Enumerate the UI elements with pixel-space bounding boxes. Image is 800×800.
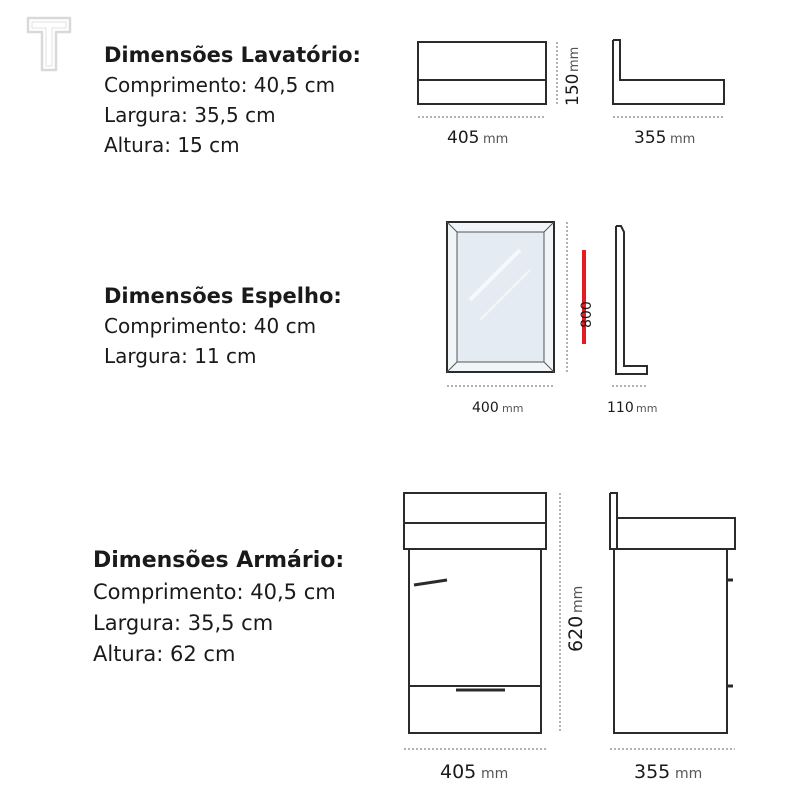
spec-line: Comprimento: 40 cm (104, 314, 317, 338)
spec-title: Dimensões Espelho: (104, 284, 342, 308)
lavatorio-height-value: 150 (563, 73, 583, 106)
armario-height-unit: mm (570, 585, 586, 613)
espelho-width-unit: mm (502, 402, 524, 415)
espelho-depth-value: 110 (607, 400, 634, 416)
lavatorio-side-view (613, 40, 724, 104)
spec-line: Largura: 35,5 cm (93, 611, 274, 635)
spec-line: Largura: 35,5 cm (104, 103, 276, 127)
spec-line: Largura: 11 cm (104, 344, 257, 368)
espelho-height-value: 800 (579, 301, 595, 328)
spec-line: Comprimento: 40,5 cm (93, 580, 336, 604)
armario-width-unit: mm (481, 766, 509, 782)
espelho-depth-unit: mm (636, 402, 658, 415)
lavatorio-front-view (418, 42, 546, 104)
spec-line: Comprimento: 40,5 cm (104, 73, 336, 97)
armario-front-view (404, 493, 546, 733)
armario-height-value: 620 (565, 615, 587, 652)
lavatorio-height-unit: mm (567, 46, 582, 72)
armario-depth-unit: mm (675, 766, 703, 782)
lavatorio-depth-value: 355 (634, 128, 667, 148)
spec-title: Dimensões Lavatório: (104, 43, 361, 67)
espelho-width-value: 400 (472, 400, 499, 416)
armario-side-view (610, 493, 735, 733)
spec-title: Dimensões Armário: (93, 548, 345, 573)
armario-width-value: 405 (440, 761, 477, 783)
espelho-front-view (447, 222, 554, 372)
lavatorio-depth-unit: mm (670, 132, 696, 147)
espelho-side-view (616, 226, 647, 374)
lavatorio-width-unit: mm (483, 132, 509, 147)
lavatorio-width-value: 405 (447, 128, 480, 148)
armario-depth-value: 355 (634, 761, 671, 783)
spec-line: Altura: 62 cm (93, 642, 236, 666)
spec-line: Altura: 15 cm (104, 133, 240, 157)
